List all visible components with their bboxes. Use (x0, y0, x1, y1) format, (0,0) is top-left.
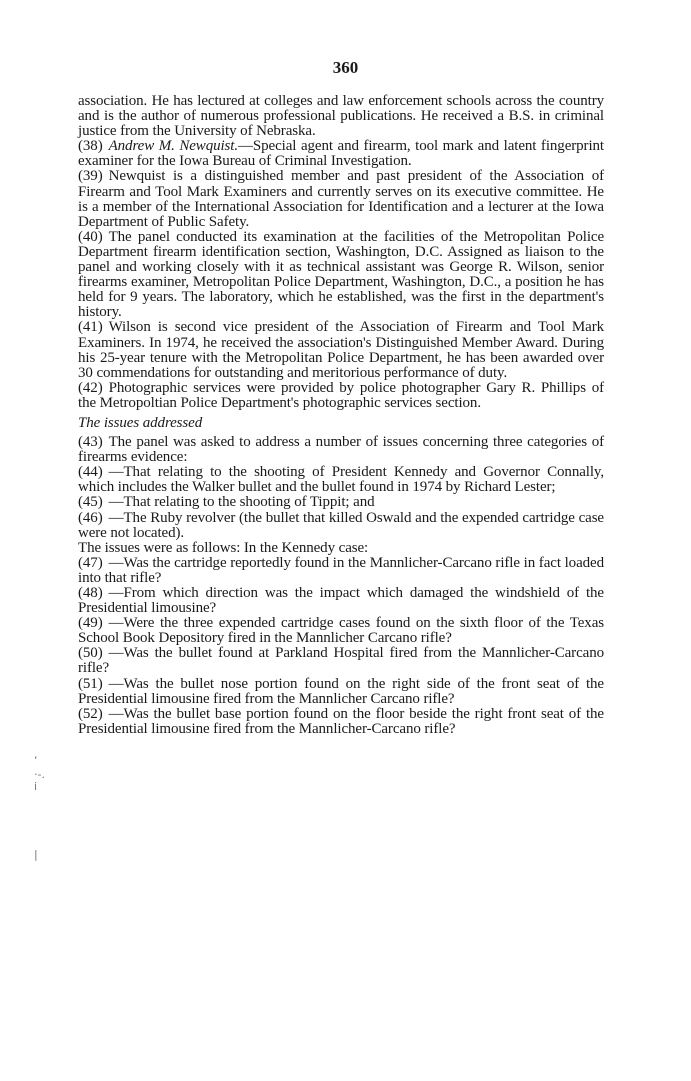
paragraph-text: —Special agent and firearm, tool mark and latent fingerprint examiner for the Iowa Bureau of Criminal Investigation. (78, 138, 604, 170)
issue-paragraph (78, 616, 604, 646)
paragraph-number: (38) (78, 138, 103, 155)
paragraph-number: (50) (78, 645, 103, 662)
paragraph (78, 230, 604, 321)
issue-paragraph (78, 435, 604, 465)
paragraph-text: —Were the three expended cartridge cases found on the sixth floor of the Texas School Book Depository fired in the Mannlicher Carcano rifle? (78, 615, 604, 647)
paragraph (78, 139, 604, 169)
paragraph-text: The issues were as follows: In the Kennedy case: (78, 539, 369, 556)
paragraph-number: (46) (78, 509, 103, 526)
paragraph-number: (39) (78, 168, 103, 185)
paragraph-number: (52) (78, 705, 103, 722)
page-number: 360 (332, 58, 359, 77)
paragraph (78, 320, 604, 380)
paragraph-number: (44) (78, 464, 103, 481)
issue-paragraph (78, 586, 604, 616)
margin-mark: ·-. (34, 768, 45, 781)
paragraph (78, 381, 604, 411)
paragraph-number: (43) (78, 434, 103, 451)
paragraph-text: The panel conducted its examination at the facilities of the Metropolitan Police Department firearm identification section, Washington, D.C. Assigned as liaison to the panel and working closely with it as technical assistant was George R. Wilson, senior firearms examiner, Metropolitan Police Department, Washington, D.C., a position he has held for 9 years. The laboratory, which he established, was the first in the department's history. (78, 228, 604, 321)
paragraph-text: —Was the bullet nose portion found on the right side of the front seat of the Presidential limousine fired from the Mannlicher Carcano rifle? (78, 675, 604, 707)
paragraph-text: Wilson is second vice president of the Association of Firearm and Tool Mark Examiners. In 1974, he received the association's Distinguished Member Award. During his 25-year tenure with the Metropolitan Police Department, he has been awarded over 30 commendations for outstanding and meritorious performance of duty. (78, 319, 604, 381)
paragraph-text: —That relating to the shooting of Tippit; and (108, 494, 375, 511)
paragraph-text: Newquist is a distinguished member and past president of the Association of Firearm and Tool Mark Examiners and currently serves on its executive committee. He is a member of the International Association for Identification and a lecturer at the Iowa Department of Public Safety. (78, 168, 604, 230)
page-body (78, 94, 604, 737)
paragraph-number: (42) (78, 379, 103, 396)
paragraph (78, 169, 604, 229)
paragraph-text: Photographic services were provided by police photographer Gary R. Phillips of the Metropoltian Police Department's photographic services section. (78, 379, 604, 411)
paragraph (78, 94, 604, 139)
paragraph-text: —The Ruby revolver (the bullet that killed Oswald and the expended cartridge case were not located). (78, 509, 604, 541)
issue-paragraph (78, 511, 604, 541)
paragraph-number: (48) (78, 585, 103, 601)
paragraph-text: —Was the bullet found at Parkland Hospital fired from the Mannlicher-Carcano rifle? (78, 645, 604, 677)
margin-mark: i (34, 780, 38, 793)
section-heading: The issues addressed (78, 414, 203, 431)
paragraph-text: —That relating to the shooting of President Kennedy and Governor Connally, which includes the Walker bullet and the bullet found in 1974 by Richard Lester; (78, 464, 604, 496)
issue-paragraph (78, 646, 604, 676)
issue-paragraph (78, 677, 604, 707)
issue-intro (78, 541, 604, 556)
issue-paragraph (78, 495, 604, 510)
issue-paragraph (78, 707, 604, 737)
paragraph-text: —Was the bullet base portion found on the floor beside the right front seat of the Presidential limousine fired from the Mannlicher-Carcano rifle? (78, 705, 604, 737)
paragraph-text: —Was the cartridge reportedly found in the Mannlicher-Carcano rifle in fact loaded into that rifle? (78, 554, 604, 586)
paragraph-number: (49) (78, 615, 103, 632)
paragraph-number: (40) (78, 228, 103, 245)
paragraph-number: (51) (78, 675, 103, 692)
margin-mark: | (34, 848, 38, 861)
margin-mark: , (34, 748, 38, 761)
issue-paragraph (78, 556, 604, 586)
paragraph-text: The panel was asked to address a number of issues concerning three categories of firearms evidence: (78, 434, 604, 466)
paragraph-number: (45) (78, 494, 103, 511)
paragraph-text: —From which direction was the impact which damaged the windshield of the Presidential limousine? (78, 585, 604, 617)
paragraph-text: association. He has lectured at colleges and law enforcement schools across the country and is the author of numerous professional publications. He received a B.S. in criminal justice from the University of Nebraska. (78, 93, 604, 140)
issue-paragraph (78, 465, 604, 495)
paragraph-number: (47) (78, 554, 103, 571)
person-name: Andrew M. Newquist. (108, 138, 239, 155)
paragraph-number: (41) (78, 319, 103, 336)
